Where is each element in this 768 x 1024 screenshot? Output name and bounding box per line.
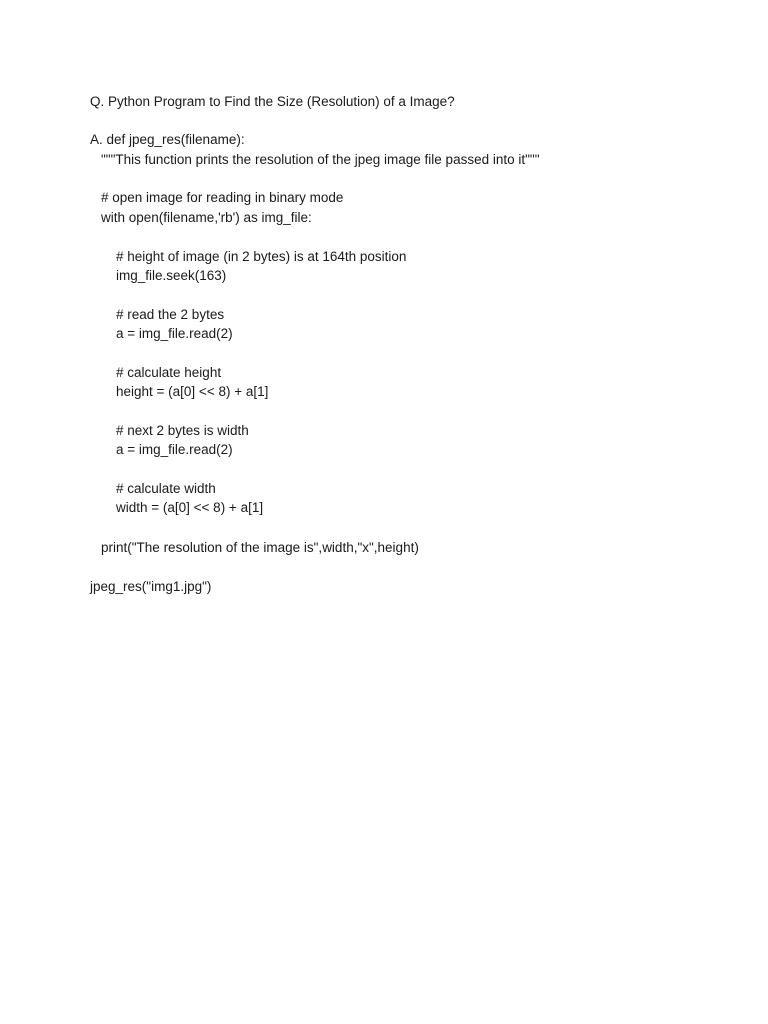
code-line-comment-read: # read the 2 bytes <box>116 307 225 322</box>
code-line-call: jpeg_res("img1.jpg") <box>90 579 212 594</box>
question-text: Q. Python Program to Find the Size (Resolution) of a Image? <box>90 94 455 109</box>
code-line-read-1: a = img_file.read(2) <box>116 326 233 341</box>
code-line-comment-open: # open image for reading in binary mode <box>101 190 344 205</box>
code-line-seek: img_file.seek(163) <box>116 268 227 283</box>
code-line-comment-width-next: # next 2 bytes is width <box>116 423 249 438</box>
code-line-docstring: """This function prints the resolution of the jpeg image file passed into it""" <box>101 152 540 167</box>
code-line-print: print("The resolution of the image is",width,"x",height) <box>101 540 419 555</box>
code-line-comment-calc-height: # calculate height <box>116 365 222 380</box>
code-line-with-open: with open(filename,'rb') as img_file: <box>101 210 312 225</box>
code-line-height: height = (a[0] << 8) + a[1] <box>116 384 269 399</box>
code-line-comment-calc-width: # calculate width <box>116 481 216 496</box>
code-line-def: A. def jpeg_res(filename): <box>90 132 245 147</box>
code-line-comment-height-pos: # height of image (in 2 bytes) is at 164th position <box>116 249 407 264</box>
code-line-read-2: a = img_file.read(2) <box>116 442 233 457</box>
code-line-width: width = (a[0] << 8) + a[1] <box>116 500 264 515</box>
